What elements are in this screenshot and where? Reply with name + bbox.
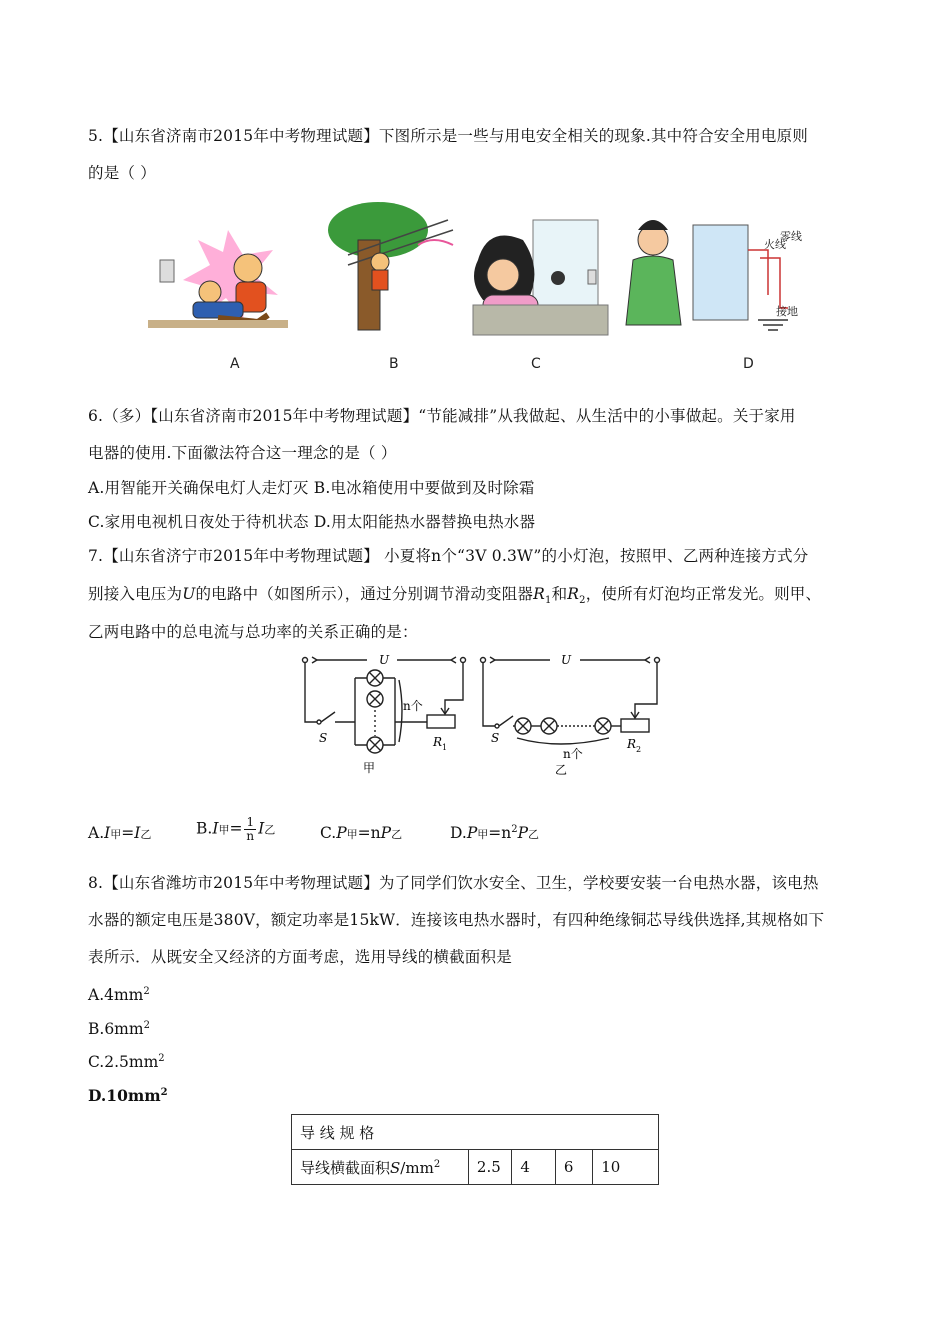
picture-b-tree-wires (328, 202, 463, 330)
circuit-jia-n-label: n个 (403, 699, 423, 713)
q7-line1: 7.【山东省济宁市2015年中考物理试题】 小夏将n个“3V 0.3W”的小灯泡，按照甲、乙两种连接方式分 (88, 547, 809, 565)
q6-line3: A.用智能开关确保电灯人走灯灭 B.电冰箱使用中要做到及时除霜 (88, 479, 535, 497)
q5-illustrations (148, 200, 808, 380)
table-row-label: 导线横截面积$S/mm^2$ (292, 1150, 469, 1185)
picture-d-grounded-heater (626, 220, 788, 330)
q6-line1: 6.（多）【山东省济南市2015年中考物理试题】“节能减排”从我做起、从生活中的小事做起。关于家用 (88, 407, 796, 425)
circuit-r2-label: R (627, 737, 637, 751)
table-row (292, 1115, 659, 1150)
circuit-jia-label: 甲 (363, 761, 376, 775)
circuit-r1-label: R (433, 735, 443, 749)
q5-label-b: B (389, 356, 399, 372)
d-ground-text: 接地 (776, 305, 798, 318)
q5-line2: 的是（ ） (88, 164, 156, 182)
q8-line3: 表所示．从既安全又经济的方面考虑，选用导线的横截面积是 (88, 948, 512, 966)
q6-line2: 电器的使用.下面徽法符合这一理念的是（ ） (88, 444, 397, 462)
circuit-r2-sub: 2 (636, 745, 642, 754)
q8-option-d: $D.10mm^2$ (88, 1086, 168, 1106)
q8-line2: 水器的额定电压是380V，额定功率是15kW．连接该电热水器时，有四种绝缘铜芯导线供选择,其规格如下 (88, 911, 825, 929)
q6-line4: C.家用电视机日夜处于待机状态 D.用太阳能热水器替换电热水器 (88, 513, 536, 531)
table-cell: 10 (593, 1150, 659, 1185)
d-fire-line-text: 火线 (764, 238, 786, 251)
q8-option-b: $B.6mm^2$ (88, 1020, 150, 1039)
q5-label-a: A (230, 356, 240, 372)
picture-c-hair-dryer (473, 220, 608, 335)
q7-line2-part-c: ，使所有灯泡均正常发光。则甲、 (585, 585, 822, 603)
q7-option-c: C.P甲=nP乙 (320, 824, 403, 842)
q7-line3: 乙两电路中的总电流与总功率的关系正确的是： (88, 623, 418, 641)
circuit-yi (481, 657, 660, 744)
table-cell: 4 (512, 1150, 555, 1185)
circuit-yi-s-label: S (491, 731, 500, 745)
table-cell: 2.5 (468, 1150, 511, 1185)
q8-option-a: $A.4mm^2$ (88, 986, 150, 1005)
q7-option-d: D.P甲$=n^2P$乙 (450, 824, 540, 843)
table-cell: 6 (555, 1150, 592, 1185)
fraction-one-over-n: $\frac{1}{n}$ (246, 815, 255, 843)
q5-label-c: C (531, 356, 541, 372)
q7-option-a: A.I甲=I乙 (88, 824, 152, 842)
q5-label-d: D (743, 356, 754, 372)
q5-line1: 5.【山东省济南市2015年中考物理试题】下图所示是一些与用电安全相关的现象.其中符合安全用电原则 (88, 127, 808, 145)
wire-spec-table (291, 1114, 659, 1185)
circuit-yi-n-label: n个 (563, 747, 583, 761)
circuit-jia-s-label: S (319, 731, 328, 745)
q8-option-c: $C.2.5mm^2$ (88, 1053, 165, 1072)
d-zero-line-text: 零线 (780, 230, 802, 243)
circuit-yi-u-label: U (561, 653, 572, 667)
q7-r1-subscript: 1 (545, 595, 552, 607)
circuit-r1-sub: 1 (442, 743, 448, 752)
q7-line2-part-a: 别接入电压为 (88, 585, 183, 603)
q7-line2-part-b: 的电路中（如图所示），通过分别调节滑动变阻器 (195, 585, 534, 603)
q7-and: 和 (551, 585, 568, 603)
picture-a-electric-shock (148, 230, 288, 328)
table-header-cell: 导 线 规 格 (292, 1115, 659, 1150)
q7-r2-symbol: R (567, 585, 580, 603)
q7-r2-subscript: 2 (579, 595, 586, 607)
q8-line1: 8.【山东省潍坊市2015年中考物理试题】为了同学们饮水安全、卫生，学校要安装一台电热水器，该电热 (88, 874, 819, 892)
circuit-jia-u-label: U (379, 653, 390, 667)
table-row (292, 1150, 659, 1185)
circuit-yi-label: 乙 (555, 763, 568, 777)
q7-voltage-symbol: U (182, 585, 196, 603)
q7-circuit-diagrams (295, 650, 675, 780)
q7-option-b: B.I甲= $\frac{1}{n}$ I乙 (196, 815, 276, 843)
q7-r1-symbol: R (533, 585, 545, 603)
q7-line2 (88, 584, 821, 611)
